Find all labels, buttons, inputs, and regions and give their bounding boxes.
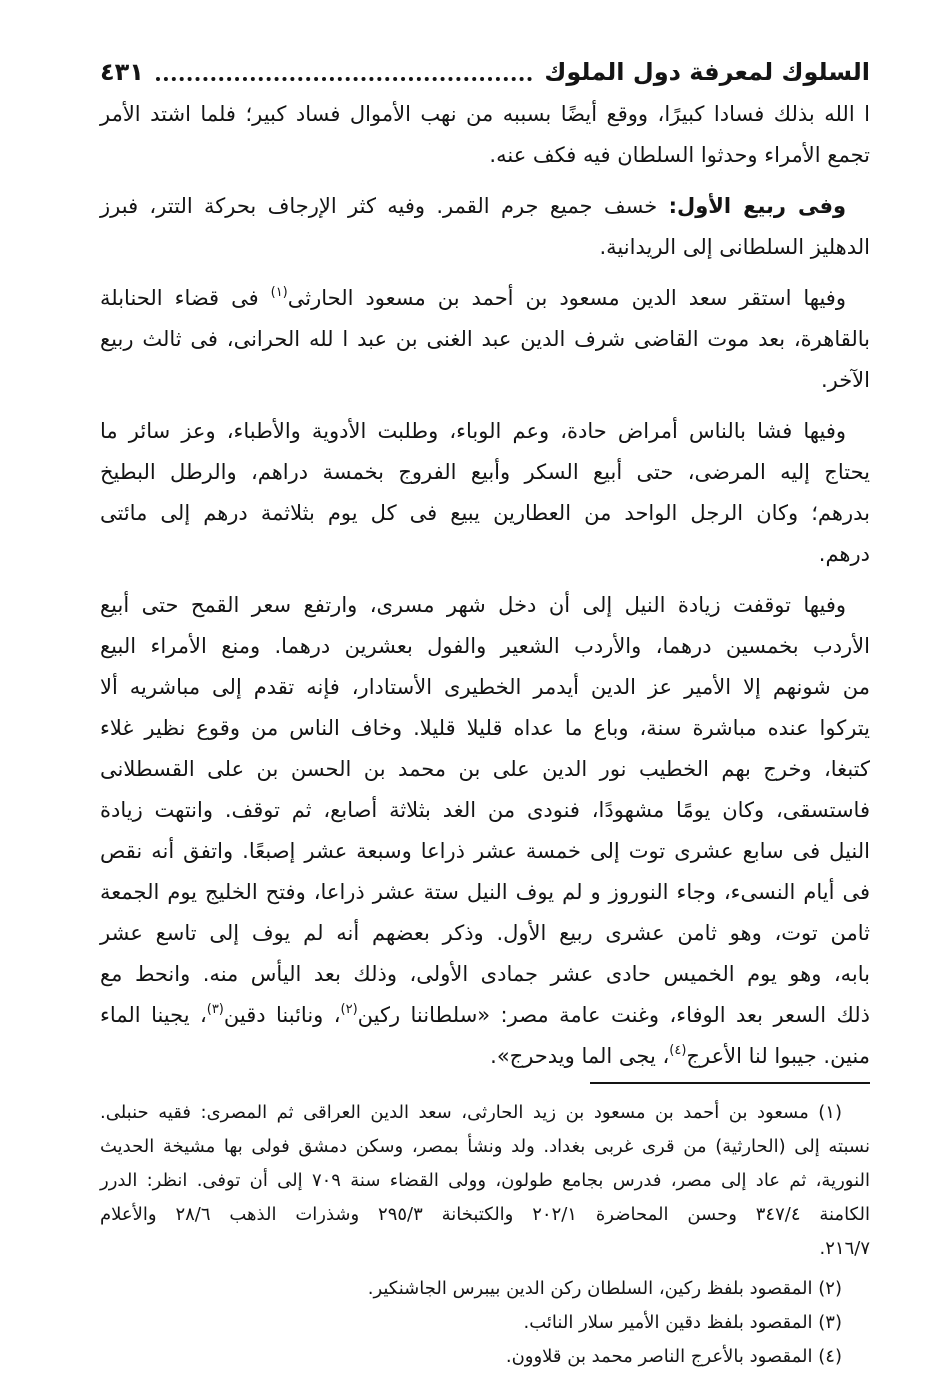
footnote-line: الكامنة ٣٤٧/٤ وحسن المحاضرة ٢٠٢/١ والكتبخانة ٢٩٥/٣ وشذرات الذهب ٢٨/٦ والأعلام bbox=[100, 1204, 870, 1225]
text-segment: ، يجينا الماء bbox=[100, 1003, 207, 1027]
text-segment: فى أيام النسىء، وجاء النوروز و لم يوف النيل ستة عشر ذراعا، وفتح الخليج يوم الجمعة bbox=[100, 880, 870, 904]
text-line bbox=[100, 708, 870, 749]
running-header bbox=[100, 52, 870, 92]
text-line bbox=[100, 227, 870, 268]
text-segment: النيل فى سابع عشرى توت إلى خمسة عشر ذراعا وسبعة عشر إصبعًا. واتفق أنه نقص bbox=[100, 839, 870, 863]
text-line bbox=[100, 94, 870, 135]
text-segment: خسف جميع جرم القمر. وفيه كثر الإرجاف بحركة التتر، فبرز bbox=[100, 194, 669, 218]
text-segment: منين. جيبوا لنا الأعرج bbox=[686, 1044, 870, 1068]
text-line bbox=[100, 585, 870, 626]
text-line bbox=[100, 831, 870, 872]
text-segment: وفيها توقفت زيادة النيل إلى أن دخل شهر مسرى، وارتفع سعر القمح حتى أبيع bbox=[100, 593, 846, 617]
text-line bbox=[100, 995, 870, 1036]
footnote-line: (٣) المقصود بلفظ دقين الأمير سلار النائب. bbox=[523, 1312, 842, 1333]
footnotes bbox=[100, 1096, 870, 1374]
paragraph bbox=[100, 411, 870, 575]
text-line bbox=[100, 493, 870, 534]
paragraph bbox=[100, 186, 870, 268]
text-line bbox=[100, 872, 870, 913]
paragraph bbox=[100, 94, 870, 176]
text-segment: الدهليز السلطانى إلى الريدانية. bbox=[599, 235, 870, 259]
footnote-line: (٢) المقصود بلفظ ركين، السلطان ركن الدين بيبرس الجاشنكير. bbox=[367, 1278, 842, 1299]
text-segment: من شونهم إلا الأمير عز الدين أيدمر الخطيرى الأستادار، فإنه تقدم إلى مباشريه ألا bbox=[100, 675, 870, 699]
footnote-ref: (٣) bbox=[206, 1002, 224, 1017]
text-segment: بدرهم؛ وكان الرجل الواحد من العطارين يبيع فى كل يوم بثلاثمة درهم إلى مائتى bbox=[100, 501, 870, 525]
text-segment: ثامن توت، وهو ثامن عشرى ربيع الأول. وذكر بعضهم أنه لم يوف إلى تاسع عشر bbox=[100, 921, 870, 945]
footnote-line: (١) مسعود بن أحمد بن مسعود بن زيد الحارثى، سعد الدين العراقى ثم المصرى: فقيه حنبلى. bbox=[100, 1102, 842, 1123]
text-segment: فاستسقى، وكان يومًا مشهودًا، فنودى من الغد بثلاثة أصابع، ثم توقف. وانتهت زيادة bbox=[100, 798, 870, 822]
text-segment: ، يجى الما ويدحرج». bbox=[490, 1044, 670, 1068]
footnote-divider bbox=[590, 1082, 870, 1084]
footnote-ref: (٤) bbox=[669, 1043, 687, 1058]
text-segment: وفيها استقر سعد الدين مسعود بن أحمد بن مسعود الحارثى bbox=[287, 286, 846, 310]
text-segment: وفيها فشا بالناس أمراض حادة، وعم الوباء، وطلبت الأدوية والأطباء، وعز سائر ما bbox=[100, 419, 846, 443]
text-segment: ذلك السعر بعد الوفاء، وغنت عامة مصر: «سلطاننا ركين bbox=[357, 1003, 870, 1027]
text-line bbox=[100, 913, 870, 954]
text-segment: درهم. bbox=[818, 542, 870, 566]
text-line bbox=[100, 626, 870, 667]
page-number: ٤٣١ bbox=[100, 58, 144, 86]
text-line bbox=[100, 954, 870, 995]
text-line bbox=[100, 319, 870, 360]
text-line bbox=[100, 667, 870, 708]
text-line bbox=[100, 360, 870, 401]
body-text bbox=[100, 94, 870, 1077]
text-segment: ، ونائبنا دقين bbox=[223, 1003, 341, 1027]
text-line bbox=[100, 135, 870, 176]
text-line bbox=[100, 186, 870, 227]
text-segment: يتركوا عنده مباشرة سنة، وباع ما عداه قليلا قليلا. وخاف الناس من وقوع نظير غلاء bbox=[100, 716, 870, 740]
text-segment: فى قضاء الحنابلة bbox=[100, 286, 271, 310]
text-line bbox=[100, 411, 870, 452]
text-segment: الآخر. bbox=[820, 368, 870, 392]
text-segment: بابه، وهو يوم الخميس حادى عشر جمادى الأولى، وذلك بعد اليأس منه. وانحط مع bbox=[100, 962, 870, 986]
text-line bbox=[100, 1036, 870, 1077]
text-line bbox=[100, 452, 870, 493]
text-segment: الأردب بخمسين درهما، والأردب الشعير والفول بعشرين درهما. ومنع الأمراء البيع bbox=[100, 634, 870, 658]
paragraph bbox=[100, 278, 870, 401]
text-line bbox=[100, 749, 870, 790]
date-heading: وفى ربيع الأول: bbox=[668, 194, 847, 218]
paragraph bbox=[100, 585, 870, 1077]
text-line bbox=[100, 790, 870, 831]
text-segment: كتبغا، وخرج بهم الخطيب نور الدين على بن محمد بن الحسن بن على القسطلانى bbox=[100, 757, 870, 781]
header-dot-leader bbox=[156, 77, 532, 81]
footnote-line: ٢١٦/٧. bbox=[819, 1238, 870, 1259]
text-segment: تجمع الأمراء وحدثوا السلطان فيه فكف عنه. bbox=[489, 143, 870, 167]
footnote-line: النورية، ثم عاد إلى مصر، فدرس بجامع طولون، وولى القضاء سنة ٧٠٩ إلى أن توفى. انظر: الدرر bbox=[100, 1170, 871, 1191]
book-title: السلوك لمعرفة دول الملوك bbox=[544, 58, 870, 86]
text-segment: ا الله بذلك فسادا كبيرًا، ووقع أيضًا بسببه من نهب الأموال فساد كبير؛ فلما اشتد الأمر bbox=[100, 102, 870, 126]
footnote-line: (٤) المقصود بالأعرج الناصر محمد بن قلاوون. bbox=[505, 1346, 842, 1367]
footnote-ref: (٢) bbox=[340, 1002, 358, 1017]
text-line bbox=[100, 278, 870, 319]
footnote-ref: (١) bbox=[270, 285, 288, 300]
text-segment: بالقاهرة، بعد موت القاضى شرف الدين عبد الغنى بن عبد ا لله الحرانى، فى ثالث ربيع bbox=[100, 327, 870, 351]
text-line bbox=[100, 534, 870, 575]
footnote-line: نسبته إلى (الحارثية) من قرى غربى بغداد. ولد ونشأ بمصر، وسكن دمشق فولى بها مشيخة الحديث bbox=[100, 1136, 870, 1157]
text-segment: يحتاج إليه المرضى، حتى أبيع السكر وأبيع الفروج بخمسة دراهم، والرطل البطيخ bbox=[100, 460, 870, 484]
